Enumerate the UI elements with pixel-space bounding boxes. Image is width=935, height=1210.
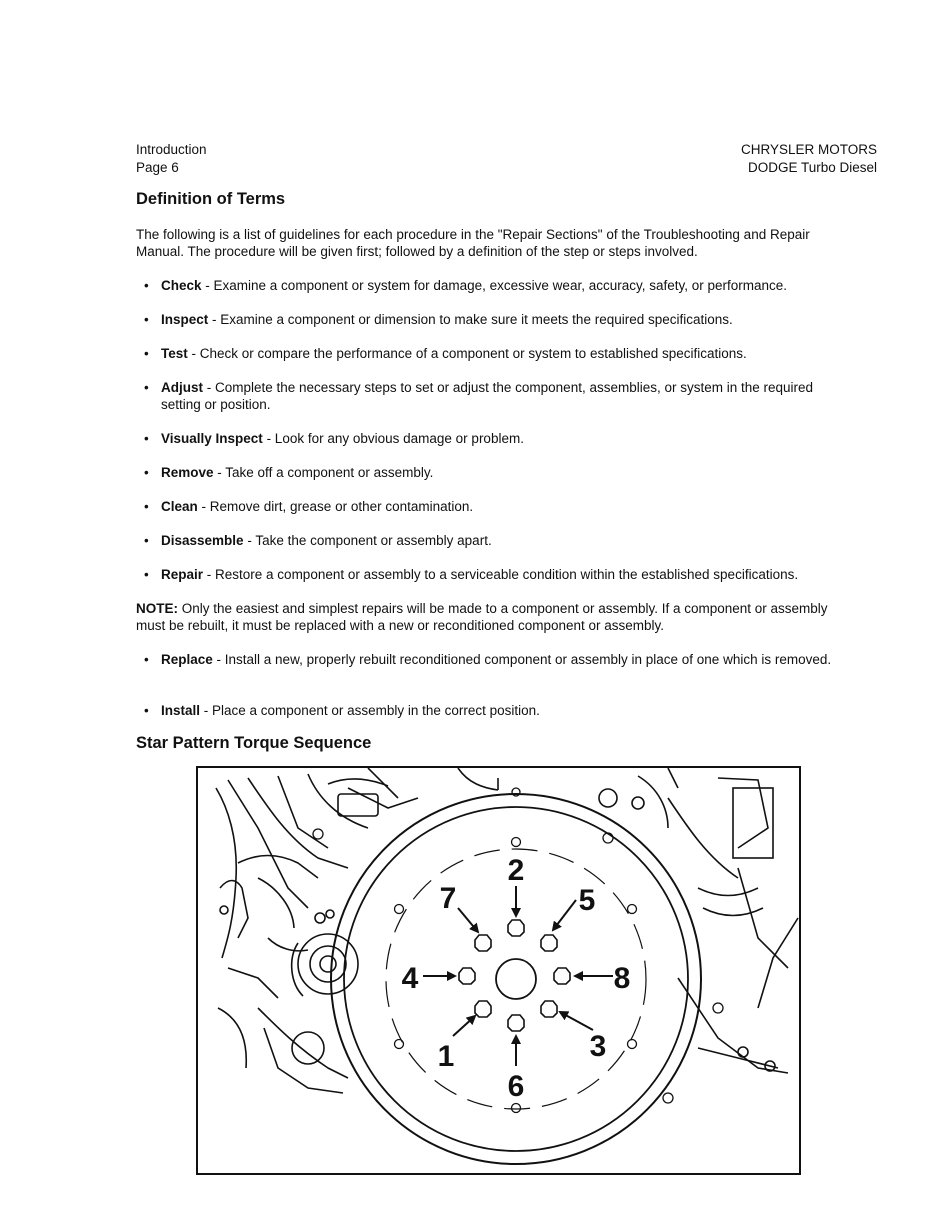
definition-intro: The following is a list of guidelines for each procedure in the "Repair Sections" of the Troubleshooting and Repair Manual. The procedure will be given first; followed by a definition of the step or steps involved. [136,227,810,259]
note-text: Only the easiest and simplest repairs will be made to a component or assembly. If a component or assembly must be rebuilt, it must be replaced with a new or reconditioned component or assembly. [136,601,828,633]
list-item: • Adjust - Complete the necessary steps to set or adjust the component, assemblies, or system in the required setting or position. [144,380,814,412]
term-definition: - Take off a component or assembly. [213,465,434,480]
list-item: • Disassemble - Take the component or assembly apart. [144,533,492,548]
term-definition: - Take the component or assembly apart. [243,533,492,548]
note-paragraph [136,600,852,634]
term-label: Test [161,346,188,361]
page-header-left [136,141,207,177]
term-definition: - Complete the necessary steps to set or adjust the component, assemblies, or system in the required setting or position. [161,380,814,412]
bolt [475,1001,491,1017]
term-definition: - Install a new, properly rebuilt reconditioned component or assembly in place of one which is removed. [212,652,832,667]
engine-background-lines [216,768,798,1093]
sequence-number: 3 [589,1030,607,1063]
bolt [541,1001,557,1017]
flywheel-diagram [198,768,801,1175]
bolt [508,1015,524,1031]
sequence-number: 6 [507,1070,525,1103]
term-label: Check [161,278,202,293]
bolt [541,935,557,951]
page-number: Page 6 [136,160,179,175]
term-definition: - Remove dirt, grease or other contamination. [197,499,474,514]
sequence-number: 2 [507,854,525,887]
list-item: • Repair - Restore a component or assembly to a serviceable condition within the established specifications. [144,567,799,582]
list-item: • Clean - Remove dirt, grease or other contamination. [144,499,474,514]
term-label: Repair [161,567,204,582]
page-header-right [741,141,877,177]
section-name: Introduction [136,142,207,157]
sequence-number: 7 [439,882,457,915]
sequence-number: 8 [613,962,631,995]
term-label: Visually Inspect [161,431,263,446]
list-item: • Visually Inspect - Look for any obvious damage or problem. [144,431,524,446]
list-item: • Test - Check or compare the performance of a component or system to established specifications. [144,346,747,361]
term-definition: - Examine a component or dimension to make sure it meets the required specifications. [208,312,733,327]
list-item: • Check - Examine a component or system for damage, excessive wear, accuracy, safety, or performance. [144,278,788,293]
term-definition: - Check or compare the performance of a component or system to established specifications. [187,346,747,361]
list-item: • Install - Place a component or assembly in the correct position. [144,703,540,718]
term-label: Clean [161,499,198,514]
star-pattern-heading: Star Pattern Torque Sequence [136,734,372,752]
term-label: Remove [161,465,214,480]
term-definition: - Restore a component or assembly to a serviceable condition within the established specifications. [203,567,799,582]
sequence-number: 4 [401,962,419,995]
term-label: Disassemble [161,533,244,548]
bolt [508,920,524,936]
term-label: Adjust [161,380,203,395]
list-item: • Replace - Install a new, properly rebuilt reconditioned component or assembly in place of one which is removed. [144,652,832,667]
bolt [475,935,491,951]
term-label: Inspect [161,312,209,327]
bolt [554,968,570,984]
term-definition: - Place a component or assembly in the correct position. [200,703,540,718]
bolt-pattern [459,920,570,1031]
term-label: Install [161,703,201,718]
company-name: CHRYSLER MOTORS [740,142,877,157]
note-label: NOTE: [136,601,178,616]
list-item: • Inspect - Examine a component or dimension to make sure it meets the required specifications. [144,312,733,327]
term-definition: - Examine a component or system for damage, excessive wear, accuracy, safety, or performance. [201,278,788,293]
definition-heading: Definition of Terms [136,190,286,208]
product-name: DODGE Turbo Diesel [747,160,877,175]
term-definition: - Look for any obvious damage or problem. [262,431,524,446]
bolt [459,968,475,984]
sequence-number: 5 [578,884,596,917]
list-item: • Remove - Take off a component or assembly. [144,465,434,480]
sequence-number: 1 [437,1040,455,1073]
term-label: Replace [161,652,213,667]
star-pattern-figure [196,766,801,1175]
flywheel [313,788,723,1164]
